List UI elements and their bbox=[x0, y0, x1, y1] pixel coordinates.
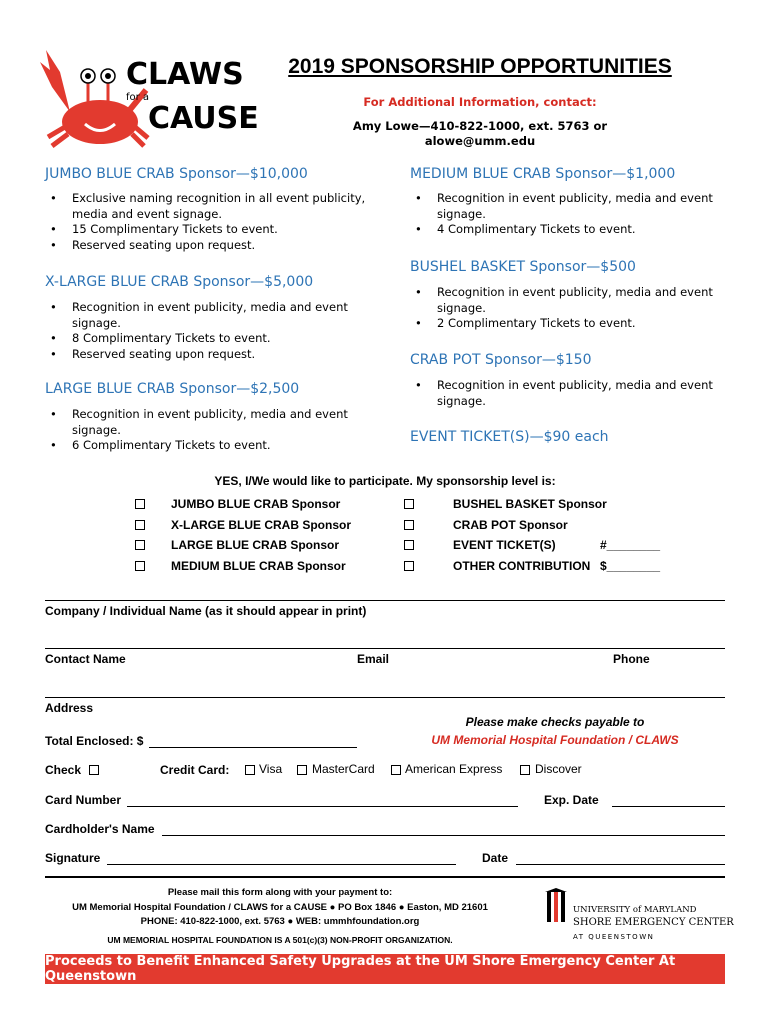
discover-checkbox[interactable] bbox=[520, 765, 530, 775]
benefit-item: • Recognition in event publicity, media and event bbox=[45, 300, 385, 316]
contact-line-2: alowe@umm.edu bbox=[424, 134, 536, 148]
signature-label: Signature bbox=[45, 851, 101, 865]
payee-name: UM Memorial Hospital Foundation / CLAWS bbox=[431, 733, 679, 747]
tier-jumbo bbox=[45, 166, 385, 253]
tier-title: LARGE BLUE CRAB Sponsor—$2,500 bbox=[45, 381, 300, 397]
total-enclosed-field[interactable] bbox=[149, 747, 357, 748]
tier-benefits bbox=[45, 191, 385, 253]
benefit-item: • 8 Complimentary Tickets to event. bbox=[45, 331, 385, 347]
checkbox[interactable] bbox=[404, 561, 414, 571]
um-shore-logo bbox=[545, 888, 734, 943]
logo-cause-text: CAUSE bbox=[148, 101, 259, 136]
option-row[interactable] bbox=[404, 497, 684, 518]
checks-payable-note: Please make checks payable to bbox=[465, 715, 645, 729]
footer-phone-web: PHONE: 410-822-1000, ext. 5763 ● WEB: ummhfoundation.org bbox=[140, 916, 420, 927]
address-label: Address bbox=[45, 701, 94, 715]
quantity-blank[interactable]: #________ bbox=[600, 538, 661, 552]
options-right bbox=[404, 497, 684, 579]
benefit-item: • Recognition in event publicity, media and event bbox=[410, 378, 730, 394]
benefit-item: signage. bbox=[437, 206, 486, 221]
card-number-field[interactable] bbox=[127, 806, 518, 807]
option-row[interactable] bbox=[135, 497, 395, 518]
um-logo-line1: UNIVERSITY of MARYLAND bbox=[573, 905, 697, 915]
logo-for-a-text: for a bbox=[126, 92, 150, 103]
tier-xlarge bbox=[45, 274, 385, 362]
benefit-item: media and event signage. bbox=[72, 206, 223, 221]
tier-bushel bbox=[410, 259, 730, 332]
checkbox[interactable] bbox=[135, 499, 145, 509]
option-row[interactable] bbox=[404, 518, 684, 539]
tier-event-ticket bbox=[410, 429, 730, 445]
option-label: JUMBO BLUE CRAB Sponsor bbox=[171, 497, 341, 511]
option-row[interactable] bbox=[135, 559, 395, 580]
benefit-item: • Reserved seating upon request. bbox=[45, 238, 385, 254]
option-row[interactable] bbox=[404, 538, 684, 559]
visa-checkbox[interactable] bbox=[245, 765, 255, 775]
tier-benefits bbox=[45, 407, 385, 454]
tier-title: CRAB POT Sponsor—$150 bbox=[410, 352, 592, 368]
tier-crab-pot bbox=[410, 352, 730, 409]
options-left bbox=[135, 497, 395, 579]
benefit-item: • 4 Complimentary Tickets to event. bbox=[410, 222, 730, 238]
um-logo-line3: AT QUEENSTOWN bbox=[573, 933, 655, 941]
benefit-item: signage. bbox=[72, 315, 121, 330]
check-checkbox[interactable] bbox=[89, 765, 99, 775]
date-label: Date bbox=[482, 851, 509, 865]
tier-large bbox=[45, 381, 385, 454]
benefit-item: signage. bbox=[437, 300, 486, 315]
company-name-line[interactable] bbox=[45, 600, 725, 601]
checkbox[interactable] bbox=[404, 499, 414, 509]
option-label: CRAB POT Sponsor bbox=[453, 517, 568, 532]
benefit-item: • Reserved seating upon request. bbox=[45, 347, 385, 363]
footer-address: UM Memorial Hospital Foundation / CLAWS for a CAUSE ● PO Box 1846 ● Easton, MD 21601 bbox=[72, 902, 488, 913]
cardholder-label: Cardholder's Name bbox=[45, 822, 155, 836]
option-label: EVENT TICKET(S) bbox=[453, 538, 556, 552]
contact-name-label: Contact Name bbox=[45, 652, 126, 666]
option-label: LARGE BLUE CRAB Sponsor bbox=[171, 538, 339, 552]
option-row[interactable] bbox=[135, 518, 395, 539]
tier-benefits bbox=[410, 191, 730, 238]
page-title: 2019 SPONSORSHIP OPPORTUNITIES bbox=[288, 55, 672, 78]
email-label: Email bbox=[357, 652, 390, 666]
checkbox[interactable] bbox=[404, 540, 414, 550]
footer-mail-note: Please mail this form along with your payment to: bbox=[167, 887, 393, 898]
checkbox[interactable] bbox=[135, 561, 145, 571]
cardholder-field[interactable] bbox=[162, 835, 725, 836]
tier-title: EVENT TICKET(S)—$90 each bbox=[410, 429, 609, 445]
benefit-item: • Recognition in event publicity, media and event bbox=[410, 285, 730, 301]
footer-nonprofit: UM MEMORIAL HOSPITAL FOUNDATION IS A 501(c)(3) NON-PROFIT ORGANIZATION. bbox=[107, 935, 453, 945]
contact-lead: For Additional Information, contact: bbox=[363, 95, 597, 109]
option-label: X-LARGE BLUE CRAB Sponsor bbox=[171, 517, 351, 532]
option-label: BUSHEL BASKET Sponsor bbox=[453, 497, 607, 511]
footer-divider bbox=[45, 876, 725, 878]
benefit-item: • Exclusive naming recognition in all event publicity, bbox=[45, 191, 385, 207]
option-row[interactable] bbox=[135, 538, 395, 559]
benefit-item: signage. bbox=[437, 393, 486, 408]
card-number-label: Card Number bbox=[45, 793, 122, 807]
option-label: MEDIUM BLUE CRAB Sponsor bbox=[171, 558, 346, 573]
benefit-item: signage. bbox=[72, 422, 121, 437]
exp-date-label: Exp. Date bbox=[544, 793, 599, 807]
amex-label: American Express bbox=[405, 762, 503, 776]
checkbox[interactable] bbox=[135, 520, 145, 530]
company-label: Company / Individual Name (as it should appear in print) bbox=[45, 604, 367, 618]
um-logo-line2: SHORE EMERGENCY CENTER bbox=[573, 917, 734, 928]
address-line[interactable] bbox=[45, 697, 725, 698]
tier-benefits bbox=[410, 285, 730, 332]
participate-heading: YES, I/We would like to participate. My sponsorship level is: bbox=[214, 474, 556, 488]
benefit-item: • 15 Complimentary Tickets to event. bbox=[45, 222, 385, 238]
phone-label: Phone bbox=[613, 652, 650, 666]
contact-line-1: Amy Lowe—410-822-1000, ext. 5763 or bbox=[352, 119, 608, 133]
mastercard-label: MasterCard bbox=[312, 762, 375, 776]
amount-blank[interactable]: $________ bbox=[600, 558, 661, 573]
date-field[interactable] bbox=[516, 864, 725, 865]
tier-benefits bbox=[45, 300, 385, 362]
mastercard-checkbox[interactable] bbox=[297, 765, 307, 775]
discover-label: Discover bbox=[535, 762, 582, 776]
option-row[interactable] bbox=[404, 559, 684, 580]
benefit-item: • 6 Complimentary Tickets to event. bbox=[45, 438, 385, 454]
benefit-item: • Recognition in event publicity, media and event bbox=[410, 191, 730, 207]
tier-title: MEDIUM BLUE CRAB Sponsor—$1,000 bbox=[410, 166, 676, 182]
tier-benefits bbox=[410, 378, 730, 409]
checkbox[interactable] bbox=[135, 540, 145, 550]
total-enclosed-label: Total Enclosed: $ bbox=[45, 734, 144, 748]
checkbox[interactable] bbox=[404, 520, 414, 530]
option-label: OTHER CONTRIBUTION bbox=[453, 558, 591, 573]
tier-title: BUSHEL BASKET Sponsor—$500 bbox=[410, 259, 636, 275]
proceeds-banner: Proceeds to Benefit Enhanced Safety Upgrades at the UM Shore Emergency Center At Queenstown bbox=[45, 954, 725, 984]
contact-line[interactable] bbox=[45, 648, 725, 649]
credit-card-label: Credit Card: bbox=[160, 763, 230, 777]
tier-title: X-LARGE BLUE CRAB Sponsor—$5,000 bbox=[45, 274, 314, 290]
claws-for-a-cause-logo bbox=[30, 42, 259, 150]
visa-label: Visa bbox=[259, 762, 283, 776]
benefit-item: • 2 Complimentary Tickets to event. bbox=[410, 316, 730, 332]
logo-claws-text: CLAWS bbox=[126, 57, 244, 92]
check-label: Check bbox=[45, 763, 82, 777]
tier-medium bbox=[410, 166, 730, 238]
benefit-item: • Recognition in event publicity, media and event bbox=[45, 407, 385, 423]
amex-checkbox[interactable] bbox=[391, 765, 401, 775]
tier-title: JUMBO BLUE CRAB Sponsor—$10,000 bbox=[45, 166, 308, 182]
exp-date-field[interactable] bbox=[612, 806, 725, 807]
signature-field[interactable] bbox=[107, 864, 456, 865]
